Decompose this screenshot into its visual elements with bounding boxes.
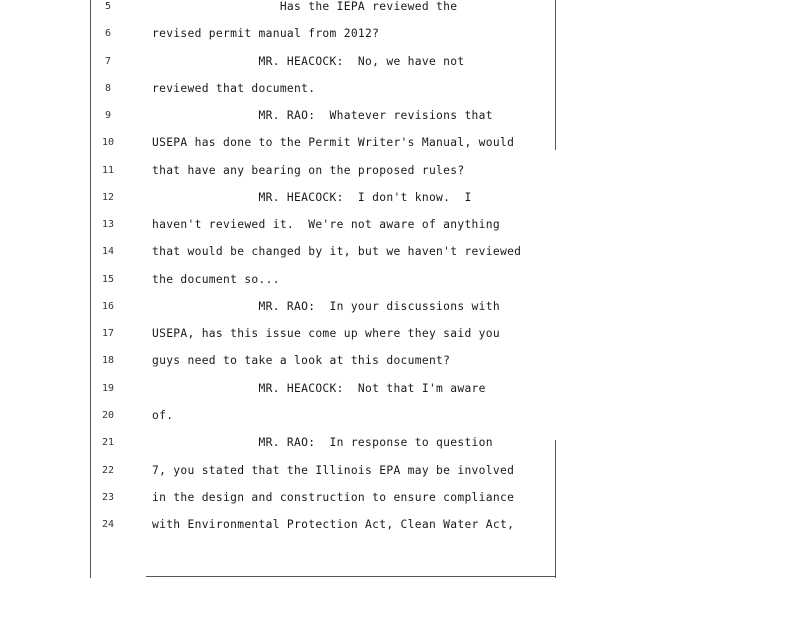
- transcript-line: MR. HEACOCK: No, we have not: [152, 55, 465, 68]
- transcript-line: in the design and construction to ensure compliance: [152, 491, 515, 504]
- line-number: 7: [104, 56, 112, 67]
- bottom-rule: [146, 576, 556, 577]
- line-number: 18: [101, 355, 115, 366]
- line-number: 24: [101, 519, 115, 530]
- line-number: 8: [104, 83, 112, 94]
- transcript-line: 7, you stated that the Illinois EPA may be involved: [152, 464, 515, 477]
- transcript-line: MR. RAO: In your discussions with: [152, 300, 500, 313]
- line-number: 15: [101, 274, 115, 285]
- transcript-line: USEPA has done to the Permit Writer's Manual, would: [152, 136, 515, 149]
- line-number: 19: [101, 383, 115, 394]
- line-number: 14: [101, 246, 115, 257]
- transcript-line: with Environmental Protection Act, Clean Water Act,: [152, 518, 515, 531]
- transcript-line: reviewed that document.: [152, 82, 316, 95]
- right-margin-rule-lower: [555, 440, 556, 578]
- transcript-line: MR. HEACOCK: I don't know. I: [152, 191, 472, 204]
- line-number: 21: [101, 437, 115, 448]
- line-number: 11: [101, 165, 115, 176]
- transcript-line: revised permit manual from 2012?: [152, 27, 380, 40]
- transcript-line: that have any bearing on the proposed rules?: [152, 164, 465, 177]
- line-number: 6: [104, 28, 112, 39]
- transcript-line: of.: [152, 409, 174, 422]
- line-number: 23: [101, 492, 115, 503]
- line-number: 20: [101, 410, 115, 421]
- transcript-line: that would be changed by it, but we haven't reviewed: [152, 245, 522, 258]
- transcript-line: MR. RAO: Whatever revisions that: [152, 109, 493, 122]
- line-number: 16: [101, 301, 115, 312]
- transcript-line: USEPA, has this issue come up where they said you: [152, 327, 500, 340]
- transcript-line: Has the IEPA reviewed the: [152, 0, 458, 13]
- transcript-line: MR. RAO: In response to question: [152, 436, 493, 449]
- transcript-line: haven't reviewed it. We're not aware of anything: [152, 218, 500, 231]
- line-number: 22: [101, 465, 115, 476]
- transcript-line: MR. HEACOCK: Not that I'm aware: [152, 382, 486, 395]
- line-number: 17: [101, 328, 115, 339]
- line-number: 5: [104, 1, 112, 12]
- line-number: 13: [101, 219, 115, 230]
- line-number: 12: [101, 192, 115, 203]
- right-margin-rule-upper: [555, 0, 556, 150]
- line-number: 9: [104, 110, 112, 121]
- transcript-line: the document so...: [152, 273, 280, 286]
- line-number: 10: [101, 137, 115, 148]
- transcript-line: guys need to take a look at this document?: [152, 354, 451, 367]
- left-margin-rule: [90, 0, 91, 578]
